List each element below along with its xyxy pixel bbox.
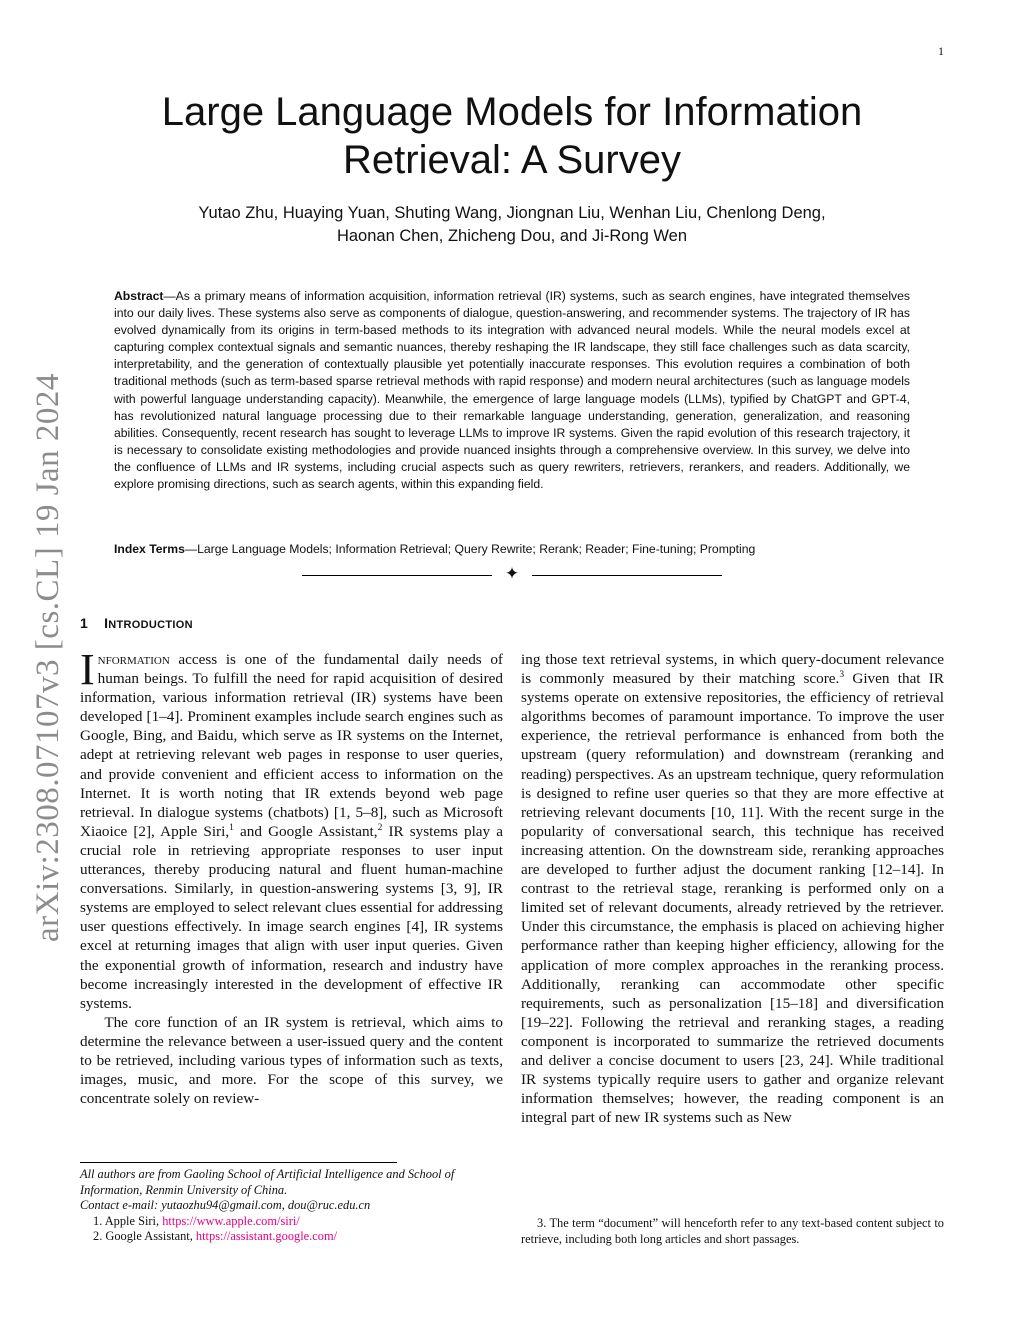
p1-text-c: IR systems play a crucial role in retrieving appropriate responses to user input utterances, thereby producing natural and fluent human-machine conversations. Similarly, in question-answering systems [3, 9], IR systems are employed to select relevant clues essential for addressing user questions effectively. In image search engines [4], IR systems excel at returning images that align with user input queries. Given the exponential growth of information, research and industry have become increasingly interested in the development of effective IR systems. xyxy=(80,822,503,1012)
arxiv-stamp: arXiv:2308.07107v3 [cs.CL] 19 Jan 2024 xyxy=(30,373,66,942)
title-line-2: Retrieval: A Survey xyxy=(343,138,681,182)
footnote-marker-3: 3 xyxy=(839,670,845,681)
footnote-2-label: 2. Google Assistant, xyxy=(93,1229,196,1244)
p3-text-a: ing those text retrieval systems, in which query-document relevance is commonly measured by their matching score. xyxy=(521,651,944,688)
separator-rule-right xyxy=(532,575,722,576)
authors-line-1: Yutao Zhu, Huaying Yuan, Shuting Wang, Jiongnan Liu, Wenhan Liu, Chenlong Deng, xyxy=(198,204,826,222)
title-line-1: Large Language Models for Information xyxy=(161,90,863,134)
footnotes-left xyxy=(80,1167,503,1245)
abstract-label: Abstract xyxy=(114,289,164,303)
section-number: 1 xyxy=(80,615,89,631)
footnote-1 xyxy=(80,1214,503,1230)
index-terms-label: Index Terms xyxy=(114,542,185,556)
index-terms-text: —Large Language Models; Information Retrieval; Query Rewrite; Rerank; Reader; Fine-tuning; Prompting xyxy=(184,542,756,556)
p1-text-a: access is one of the fundamental daily needs of human beings. To fulfill the need for rapid acquisition of desired information, various information retrieval (IR) systems have been developed [1–4]. Prominent examples include search engines such as Google, Bing, and Baidu, which serve as IR systems on the Internet, adept at retrieving relevant web pages in response to user queries, and provide convenient and efficient access to information on the Internet. It is worth noting that IR extends beyond web page retrieval. In dialogue systems (chatbots) [1, 5–8], such as Microsoft Xiaoice [2], Apple Siri, xyxy=(80,651,503,840)
right-column xyxy=(521,650,944,1127)
p1-text-b: and Google Assistant, xyxy=(233,822,378,840)
author-list xyxy=(112,202,912,248)
footnote-marker-1: 1 xyxy=(229,822,234,833)
p3-text-b: Given that IR systems operate on extensive repositories, the efficiency of retrieval algorithms becomes of paramount importance. To improve the user experience, the retrieval performance is enhanced from both the upstream (query reformulation) and downstream (reranking and reading) perspectives. As an upstream technique, query reformulation is designed to refine user queries so that they are more effective at retrieving relevant documents [10, 11]. With the recent surge in the popularity of conversational search, this technique has received increasing attention. On the downstream side, reranking approaches are developed to further adjust the document ranking [12–14]. In contrast to the retrieval stage, reranking is performed only on a limited set of relevant documents, already retrieved by the retriever. Under this circumstance, the emphasis is placed on achieving higher performance rather than keeping higher efficiency, allowing for the application of more complex approaches in the reranking process. Additionally, reranking can accommodate other specific requirements, such as personalization [15–18] and diversification [19–22]. Following the retrieval and reranking stages, a reading component is incorporated to summarize the retrieved documents and deliver a concise document to users [23, 24]. While traditional IR systems typically require users to gather and organize relevant information themselves; however, the reading component is an integral part of new IR systems such as New xyxy=(521,670,944,1127)
footnote-marker-2: 2 xyxy=(377,822,383,833)
contact-note: Contact e-mail: yutaozhu94@gmail.com, dou@ruc.edu.cn xyxy=(80,1198,371,1213)
drop-cap: I xyxy=(80,645,95,694)
section-title-initial: I xyxy=(104,615,109,631)
footnote-1-label: 1. Apple Siri, xyxy=(93,1213,163,1228)
abstract xyxy=(114,288,910,493)
body-paragraph-3 xyxy=(521,650,944,1127)
footnote-1-link[interactable]: https://www.apple.com/siri/ xyxy=(162,1213,300,1228)
body-paragraph-2: The core function of an IR system is retrieval, which aims to determine the relevance between a user-issued query and the content to be retrieved, including various types of information such as texts, images, music, and more. For the scope of this survey, we concentrate solely on review- xyxy=(80,1013,503,1108)
section-title-rest: NTRODUCTION xyxy=(108,619,193,631)
abstract-text: —As a primary means of information acquisition, information retrieval (IR) systems, such as search engines, have integrated themselves into our daily lives. These systems also serve as components of dialogue, question-answering, and recommender systems. The trajectory of IR has evolved dynamically from its origins in term-based methods to its integration with advanced neural models. While the neural models excel at capturing complex contextual signals and semantic nuances, thereby reshaping the IR landscape, they still face challenges such as data scarcity, interpretability, and the generation of contextually plausible yet potentially inaccurate responses. This evolution requires a combination of both traditional methods (such as term-based sparse retrieval methods with rapid response) and modern neural architectures (such as language models with powerful language understanding capacity). Meanwhile, the emergence of large language models (LLMs), typified by ChatGPT and GPT-4, has revolutionized natural language processing due to their remarkable language understanding, generation, generalization, and reasoning abilities. Consequently, recent research has sought to leverage LLMs to improve IR systems. Given the rapid evolution of this research trajectory, it is necessary to consolidate existing methodologies and provide nuanced insights through a comprehensive overview. In this survey, we delve into the confluence of LLMs and IR systems, including crucial aspects such as query rewriters, retrievers, rerankers, and readers. Additionally, we explore promising directions, such as search agents, within this expanding field. xyxy=(114,289,910,492)
authors-line-2: Haonan Chen, Zhicheng Dou, and Ji-Rong Wen xyxy=(336,227,688,245)
footnotes-right xyxy=(521,1216,944,1247)
separator-rule-left xyxy=(302,575,492,576)
body-paragraph-1 xyxy=(80,645,503,1013)
footnote-rule xyxy=(80,1162,397,1163)
affiliation-note: All authors are from Gaoling School of Artificial Intelligence and School of Information, Renmin University of China. xyxy=(80,1167,455,1197)
page-number: 1 xyxy=(938,44,944,58)
left-column xyxy=(80,645,503,1108)
footnote-2-link[interactable]: https://assistant.google.com/ xyxy=(195,1229,338,1244)
lead-word: nformation xyxy=(97,651,170,668)
paper-title xyxy=(112,88,912,184)
footnote-3: 3. The term “document” will henceforth refer to any text-based content subject to retrieve, including both long articles and short passages. xyxy=(521,1216,944,1246)
footnote-2 xyxy=(80,1229,503,1245)
index-terms xyxy=(114,541,910,558)
section-heading-introduction xyxy=(80,615,193,631)
section-separator xyxy=(300,566,724,586)
star-icon: ✦ xyxy=(504,564,520,583)
